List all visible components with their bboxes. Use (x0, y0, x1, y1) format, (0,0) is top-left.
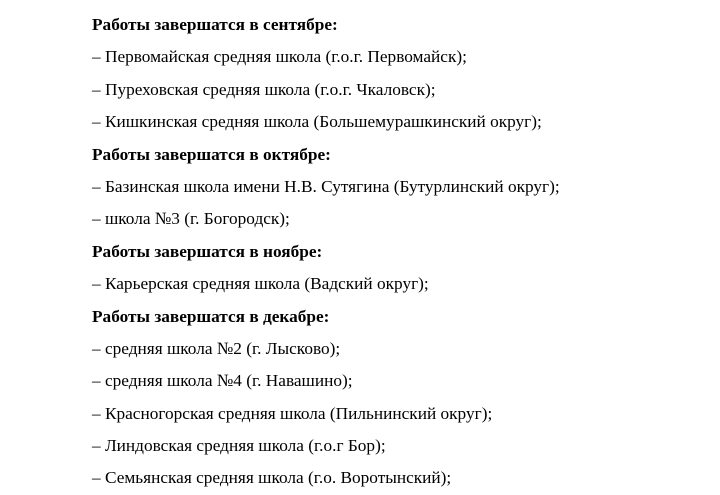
list-item: – школа №3 (г. Богородск); (92, 209, 290, 229)
list-item: – Красногорская средняя школа (Пильнинский округ); (92, 403, 493, 423)
section-heading-november: Работы завершатся в ноябре: (92, 241, 323, 261)
section-heading-december: Работы завершатся в декабре: (92, 306, 330, 326)
list-item: – Семьянская средняя школа (г.о. Воротынский); (92, 468, 452, 488)
document-body (92, 9, 712, 495)
list-item: – Карьерская средняя школа (Вадский округ); (92, 274, 429, 294)
list-item: – Пуреховская средняя школа (г.о.г. Чкаловск); (92, 79, 436, 99)
list-item: – Кишкинская средняя школа (Большемурашкинский округ); (92, 112, 542, 132)
list-item: – Первомайская средняя школа (г.о.г. Первомайск); (92, 47, 467, 67)
section-heading-october: Работы завершатся в октябре: (92, 144, 331, 164)
list-item: – средняя школа №2 (г. Лысково); (92, 338, 341, 358)
section-heading-september: Работы завершатся в сентябре: (92, 15, 338, 34)
list-item: – средняя школа №4 (г. Навашино); (92, 371, 353, 391)
list-item: – Линдовская средняя школа (г.о.г Бор); (92, 436, 386, 456)
list-item: – Базинская школа имени Н.В. Сутягина (Бутурлинский округ); (92, 176, 560, 196)
